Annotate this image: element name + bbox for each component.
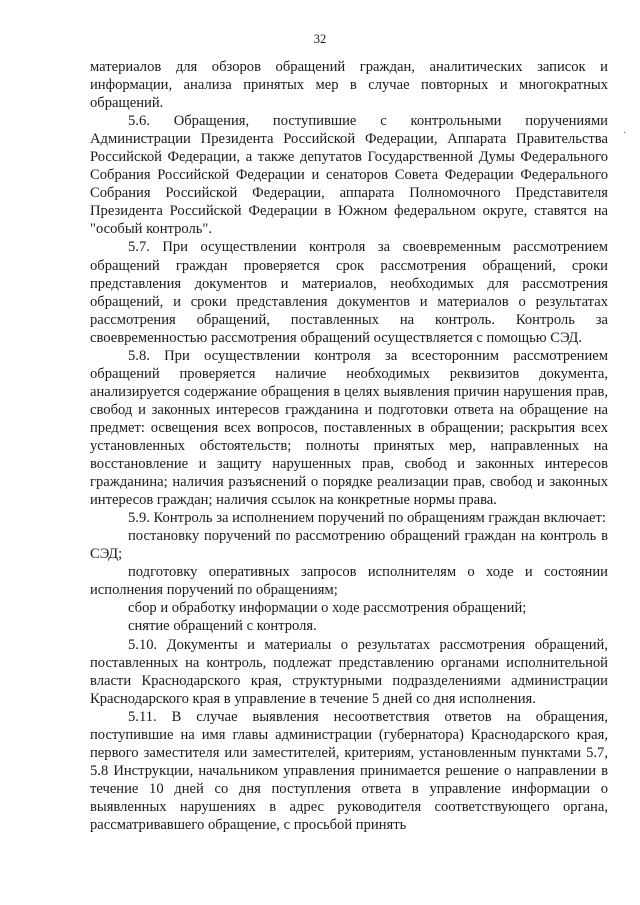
list-item-5-9-4: снятие обращений с контроля. <box>128 618 317 635</box>
margin-mark: · <box>623 128 627 139</box>
list-item-5-9-2: подготовку оперативных запросов исполнителям о ходе и состоянии исполнения поручений по обращениям; <box>90 564 608 599</box>
paragraph-5-6: 5.6. Обращения, поступившие с контрольными поручениями Администрации Президента Российской Федерации, Аппарата Правительства Российской Федерации, а также депутатов Государственной Думы Федерального Собрания Российской Федерации и сенаторов Совета Федерации Федерального Собрания Российской Федерации, аппарата Полномочного Представителя Президента Российской Федерации в Южном федеральном округе, ставятся на "особый контроль". <box>90 113 608 238</box>
document-body <box>90 58 608 834</box>
paragraph-5-9: 5.9. Контроль за исполнением поручений по обращениям граждан включает: <box>128 510 606 527</box>
list-item-5-9-1: постановку поручений по рассмотрению обращений граждан на контроль в СЭД; <box>90 528 608 563</box>
paragraph-continuation: материалов для обзоров обращений граждан, аналитических записок и информации, анализа принятых мер в случае повторных и многократных обращений. <box>90 59 608 112</box>
list-item-5-9-3: сбор и обработку информации о ходе рассмотрения обращений; <box>128 600 527 617</box>
paragraph-5-11: 5.11. В случае выявления несоответствия ответов на обращения, поступившие на имя главы администрации (губернатора) Краснодарского края, первого заместителя или заместителей, критериям, установленным пунктами 5.7, 5.8 Инструкции, начальником управления принимается решение о направлении в течение 10 дней со дня поступления ответа в управление информации о выявленных нарушениях в адрес руководителя соответствующего органа, рассматривавшего обращение, с просьбой принять <box>90 708 608 833</box>
page-number: 32 <box>313 32 327 46</box>
paragraph-5-7: 5.7. При осуществлении контроля за своевременным рассмотрением обращений граждан проверяется срок рассмотрения обращений, сроки представления документов и материалов, необходимых для рассмотрения обращений, и сроки представления документов и материалов о результатах рассмотрения обращений, поставленных на контроль. Контроль за своевременностью рассмотрения обращений осуществляется с помощью СЭД. <box>90 239 608 346</box>
paragraph-5-10: 5.10. Документы и материалы о результатах рассмотрения обращений, поставленных на контроль, подлежат представлению органами исполнительной власти Краснодарского края, структурными подразделениями администрации Краснодарского края в управление в течение 5 дней со дня исполнения. <box>90 636 608 707</box>
paragraph-5-8: 5.8. При осуществлении контроля за всесторонним рассмотрением обращений проверяется наличие необходимых реквизитов документа, анализируется содержание обращения в целях выявления причин нарушения прав, свобод и законных интересов гражданина и подготовки ответа на обращение на предмет: освещения всех вопросов, поставленных в обращении; раскрытия всех установленных обстоятельств; полноты принятых мер, направленных на восстановление и защиту нарушенных прав, свобод и законных интересов гражданина; наличия разъяснений о порядке реализации прав, свобод и законных интересов граждан; наличия ссылок на конкретные нормы права. <box>90 347 608 509</box>
